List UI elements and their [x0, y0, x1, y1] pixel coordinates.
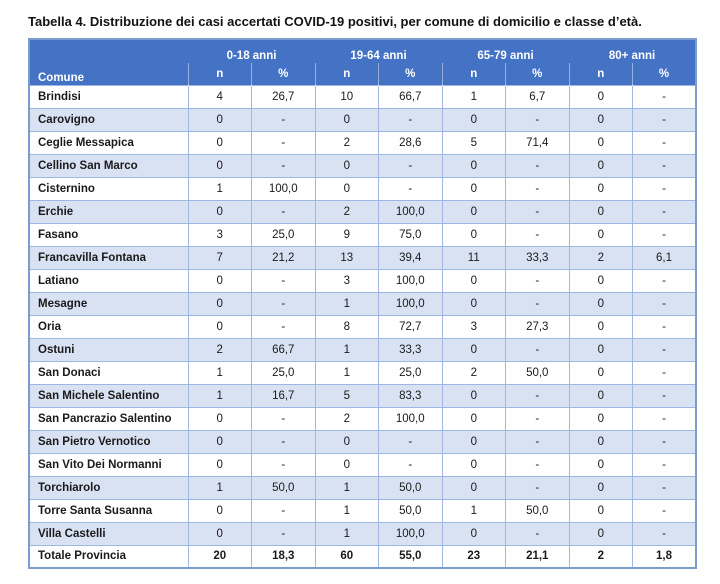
value-cell: 9: [315, 223, 379, 246]
value-cell: 0: [188, 453, 252, 476]
value-cell: 0: [569, 85, 633, 108]
value-cell: 4: [188, 85, 252, 108]
header-age-group-80plus: 80+ anni: [569, 39, 696, 63]
table-row: [29, 292, 696, 315]
value-cell: -: [506, 108, 570, 131]
comune-cell: Oria: [29, 315, 188, 338]
header-pct: %: [379, 63, 443, 85]
value-cell: 0: [315, 430, 379, 453]
value-cell: 100,0: [379, 269, 443, 292]
table-row: [29, 476, 696, 499]
value-cell: 21,2: [252, 246, 316, 269]
value-cell: -: [633, 453, 697, 476]
comune-cell: Erchie: [29, 200, 188, 223]
comune-cell: Villa Castelli: [29, 522, 188, 545]
value-cell: 25,0: [379, 361, 443, 384]
value-cell: -: [633, 154, 697, 177]
value-cell: 0: [442, 223, 506, 246]
value-cell: 1: [315, 499, 379, 522]
value-cell: -: [633, 430, 697, 453]
value-cell: 0: [188, 108, 252, 131]
value-cell: -: [633, 85, 697, 108]
value-cell: 21,1: [506, 545, 570, 568]
value-cell: 72,7: [379, 315, 443, 338]
value-cell: -: [379, 108, 443, 131]
value-cell: 6,1: [633, 246, 697, 269]
value-cell: 50,0: [379, 499, 443, 522]
value-cell: 0: [569, 292, 633, 315]
value-cell: -: [506, 154, 570, 177]
value-cell: 50,0: [252, 476, 316, 499]
value-cell: 11: [442, 246, 506, 269]
value-cell: 0: [569, 108, 633, 131]
value-cell: 0: [315, 453, 379, 476]
value-cell: -: [252, 430, 316, 453]
value-cell: 50,0: [379, 476, 443, 499]
header-group-row: [29, 39, 696, 63]
value-cell: 0: [569, 131, 633, 154]
comune-cell: Torre Santa Susanna: [29, 499, 188, 522]
header-n: n: [315, 63, 379, 85]
value-cell: 1: [188, 177, 252, 200]
value-cell: 1: [188, 361, 252, 384]
value-cell: 2: [569, 246, 633, 269]
table-row: [29, 430, 696, 453]
value-cell: 50,0: [506, 361, 570, 384]
value-cell: 0: [442, 177, 506, 200]
value-cell: 0: [569, 338, 633, 361]
value-cell: -: [506, 476, 570, 499]
table-row: [29, 499, 696, 522]
value-cell: 55,0: [379, 545, 443, 568]
table-row: [29, 246, 696, 269]
value-cell: -: [633, 522, 697, 545]
total-row: [29, 545, 696, 568]
value-cell: 0: [569, 269, 633, 292]
table-row: [29, 200, 696, 223]
table-header: [29, 39, 696, 85]
comune-cell: Cisternino: [29, 177, 188, 200]
value-cell: -: [506, 223, 570, 246]
header-pct: %: [252, 63, 316, 85]
value-cell: 0: [442, 269, 506, 292]
value-cell: 1: [442, 499, 506, 522]
value-cell: 100,0: [379, 200, 443, 223]
value-cell: -: [252, 522, 316, 545]
value-cell: 0: [569, 499, 633, 522]
table-row: [29, 384, 696, 407]
table-row: [29, 85, 696, 108]
value-cell: 0: [442, 522, 506, 545]
comune-cell: San Vito Dei Normanni: [29, 453, 188, 476]
comune-cell: Mesagne: [29, 292, 188, 315]
value-cell: 0: [315, 154, 379, 177]
value-cell: 0: [188, 499, 252, 522]
value-cell: 16,7: [252, 384, 316, 407]
value-cell: 0: [569, 384, 633, 407]
value-cell: 23: [442, 545, 506, 568]
covid-cases-by-comune-table: [28, 38, 697, 569]
header-age-group-19-64: 19-64 anni: [315, 39, 442, 63]
comune-cell: San Pietro Vernotico: [29, 430, 188, 453]
value-cell: 2: [188, 338, 252, 361]
value-cell: -: [506, 338, 570, 361]
value-cell: -: [633, 499, 697, 522]
table-row: [29, 223, 696, 246]
value-cell: 1: [315, 361, 379, 384]
value-cell: 8: [315, 315, 379, 338]
value-cell: 0: [569, 453, 633, 476]
value-cell: 100,0: [252, 177, 316, 200]
value-cell: -: [633, 338, 697, 361]
value-cell: 20: [188, 545, 252, 568]
value-cell: 0: [442, 430, 506, 453]
value-cell: -: [506, 292, 570, 315]
value-cell: -: [633, 315, 697, 338]
value-cell: 0: [442, 476, 506, 499]
value-cell: -: [252, 154, 316, 177]
value-cell: 5: [315, 384, 379, 407]
value-cell: 0: [188, 315, 252, 338]
value-cell: 2: [442, 361, 506, 384]
value-cell: 0: [442, 407, 506, 430]
value-cell: 0: [569, 522, 633, 545]
value-cell: 50,0: [506, 499, 570, 522]
value-cell: -: [506, 430, 570, 453]
comune-cell: Totale Provincia: [29, 545, 188, 568]
comune-cell: Cellino San Marco: [29, 154, 188, 177]
comune-cell: Carovigno: [29, 108, 188, 131]
value-cell: 26,7: [252, 85, 316, 108]
value-cell: 0: [315, 177, 379, 200]
header-age-group-65-79: 65-79 anni: [442, 39, 569, 63]
value-cell: 0: [188, 522, 252, 545]
value-cell: 0: [188, 407, 252, 430]
value-cell: -: [252, 108, 316, 131]
value-cell: 1: [315, 476, 379, 499]
value-cell: 71,4: [506, 131, 570, 154]
value-cell: 0: [569, 200, 633, 223]
table-row: [29, 522, 696, 545]
value-cell: -: [379, 453, 443, 476]
value-cell: 1: [315, 338, 379, 361]
value-cell: 6,7: [506, 85, 570, 108]
value-cell: -: [252, 269, 316, 292]
value-cell: 3: [442, 315, 506, 338]
table-caption: Tabella 4. Distribuzione dei casi accertati COVID-19 positivi, per comune di domicilio e classe d’età.: [28, 14, 642, 29]
comune-cell: San Pancrazio Salentino: [29, 407, 188, 430]
value-cell: 75,0: [379, 223, 443, 246]
value-cell: 0: [442, 154, 506, 177]
value-cell: -: [252, 499, 316, 522]
table-row: [29, 269, 696, 292]
value-cell: 100,0: [379, 407, 443, 430]
value-cell: -: [379, 430, 443, 453]
value-cell: 83,3: [379, 384, 443, 407]
value-cell: 1: [442, 85, 506, 108]
value-cell: -: [633, 131, 697, 154]
value-cell: -: [379, 177, 443, 200]
value-cell: -: [633, 269, 697, 292]
value-cell: -: [506, 177, 570, 200]
header-n: n: [188, 63, 252, 85]
table-row: [29, 453, 696, 476]
value-cell: -: [633, 177, 697, 200]
value-cell: -: [633, 223, 697, 246]
value-cell: 0: [442, 292, 506, 315]
table-row: [29, 315, 696, 338]
header-pct: %: [506, 63, 570, 85]
value-cell: 66,7: [252, 338, 316, 361]
value-cell: 0: [315, 108, 379, 131]
value-cell: 2: [315, 131, 379, 154]
value-cell: -: [506, 407, 570, 430]
comune-cell: San Michele Salentino: [29, 384, 188, 407]
value-cell: 5: [442, 131, 506, 154]
value-cell: 0: [442, 200, 506, 223]
value-cell: 0: [188, 154, 252, 177]
table-body: [29, 85, 696, 568]
value-cell: 0: [569, 154, 633, 177]
value-cell: 100,0: [379, 292, 443, 315]
value-cell: 1: [188, 384, 252, 407]
table-row: [29, 154, 696, 177]
value-cell: 0: [569, 223, 633, 246]
value-cell: -: [633, 476, 697, 499]
value-cell: 0: [442, 338, 506, 361]
value-cell: 0: [188, 200, 252, 223]
value-cell: 18,3: [252, 545, 316, 568]
value-cell: 0: [442, 384, 506, 407]
value-cell: 25,0: [252, 361, 316, 384]
table-row: [29, 407, 696, 430]
comune-cell: Ceglie Messapica: [29, 131, 188, 154]
value-cell: 2: [569, 545, 633, 568]
value-cell: 13: [315, 246, 379, 269]
comune-cell: San Donaci: [29, 361, 188, 384]
header-n: n: [569, 63, 633, 85]
value-cell: 7: [188, 246, 252, 269]
header-pct: %: [633, 63, 697, 85]
comune-cell: Latiano: [29, 269, 188, 292]
value-cell: 1: [188, 476, 252, 499]
value-cell: 1,8: [633, 545, 697, 568]
table-row: [29, 131, 696, 154]
value-cell: -: [633, 108, 697, 131]
comune-cell: Ostuni: [29, 338, 188, 361]
value-cell: -: [633, 384, 697, 407]
value-cell: 0: [569, 361, 633, 384]
value-cell: 0: [442, 453, 506, 476]
value-cell: 2: [315, 200, 379, 223]
value-cell: -: [506, 269, 570, 292]
value-cell: 0: [442, 108, 506, 131]
value-cell: -: [252, 292, 316, 315]
value-cell: 2: [315, 407, 379, 430]
value-cell: -: [633, 292, 697, 315]
value-cell: 33,3: [379, 338, 443, 361]
value-cell: -: [506, 453, 570, 476]
value-cell: 27,3: [506, 315, 570, 338]
value-cell: -: [506, 200, 570, 223]
table-row: [29, 108, 696, 131]
table-row: [29, 361, 696, 384]
value-cell: 0: [188, 292, 252, 315]
value-cell: -: [252, 315, 316, 338]
value-cell: 25,0: [252, 223, 316, 246]
value-cell: 60: [315, 545, 379, 568]
value-cell: 1: [315, 292, 379, 315]
comune-cell: Torchiarolo: [29, 476, 188, 499]
value-cell: 0: [569, 430, 633, 453]
value-cell: 3: [188, 223, 252, 246]
value-cell: -: [633, 200, 697, 223]
value-cell: -: [252, 131, 316, 154]
table-row: [29, 177, 696, 200]
value-cell: 0: [569, 407, 633, 430]
value-cell: -: [506, 384, 570, 407]
value-cell: 39,4: [379, 246, 443, 269]
value-cell: 3: [315, 269, 379, 292]
value-cell: 1: [315, 522, 379, 545]
table-row: [29, 338, 696, 361]
header-age-group-0-18: 0-18 anni: [188, 39, 315, 63]
value-cell: 0: [188, 269, 252, 292]
value-cell: 100,0: [379, 522, 443, 545]
comune-cell: Francavilla Fontana: [29, 246, 188, 269]
value-cell: 0: [188, 131, 252, 154]
value-cell: 0: [569, 476, 633, 499]
value-cell: -: [252, 407, 316, 430]
value-cell: 33,3: [506, 246, 570, 269]
value-cell: 10: [315, 85, 379, 108]
value-cell: -: [506, 522, 570, 545]
comune-cell: Brindisi: [29, 85, 188, 108]
value-cell: -: [252, 200, 316, 223]
value-cell: 28,6: [379, 131, 443, 154]
comune-cell: Fasano: [29, 223, 188, 246]
header-comune: Comune: [29, 39, 188, 85]
header-n: n: [442, 63, 506, 85]
value-cell: -: [252, 453, 316, 476]
value-cell: -: [633, 407, 697, 430]
value-cell: 0: [569, 315, 633, 338]
value-cell: 0: [569, 177, 633, 200]
value-cell: -: [379, 154, 443, 177]
value-cell: 66,7: [379, 85, 443, 108]
value-cell: -: [633, 361, 697, 384]
value-cell: 0: [188, 430, 252, 453]
